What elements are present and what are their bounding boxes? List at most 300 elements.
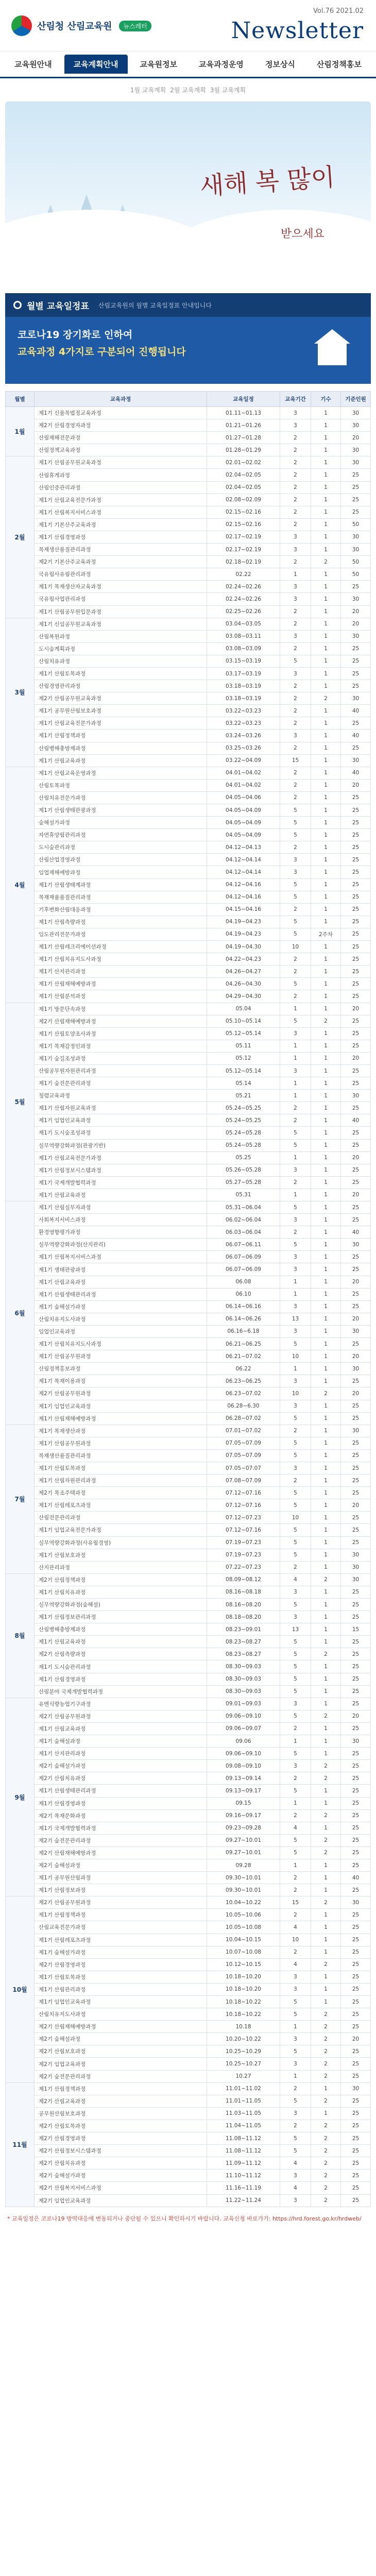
table-row	[6, 2082, 371, 2095]
table-row	[6, 878, 371, 891]
table-row	[6, 854, 371, 866]
table-cell: 11.16~11.19	[207, 2182, 280, 2194]
table-cell: 15	[341, 1623, 371, 1636]
course-name-cell[interactable]: 임도관리전문가과정	[35, 928, 207, 940]
table-cell: 25	[341, 1214, 371, 1226]
course-name-cell[interactable]: 제2기 산림재해예방과정	[35, 1846, 207, 1859]
table-cell: 3	[280, 1300, 311, 1313]
course-name-cell[interactable]: 제2기 산림공무원과정	[35, 1896, 207, 1909]
course-name-cell[interactable]: 도시숲계획과정	[35, 642, 207, 655]
course-name-cell[interactable]: 제1기 국제개발협력과정	[35, 1822, 207, 1834]
table-cell: 1	[311, 1722, 341, 1735]
table-cell: 5	[280, 1599, 311, 1611]
menu-item-1[interactable]: 교육계획안내	[64, 55, 128, 74]
course-name-cell[interactable]: 산지관리과정	[35, 1561, 207, 1573]
table-cell: 50	[341, 556, 371, 568]
table-cell: 20	[341, 1003, 371, 1015]
table-cell: 09.23~09.28	[207, 1822, 280, 1834]
table-cell: 1	[311, 407, 341, 419]
table-cell: 07.05~07.09	[207, 1449, 280, 1462]
table-cell: 5	[280, 1785, 311, 1797]
footnote: * 교육일정은 코로나19 방역대응에 변동되거나 중단될 수 있으니 확인하시기 바랍니다. 교육신청 바로가기: https://hrd.forest.go.kr/hrdweb/	[7, 2215, 362, 2222]
table-cell: 5	[280, 2045, 311, 2058]
table-cell: 25	[341, 1834, 371, 1846]
table-row	[6, 1946, 371, 1958]
menu-item-5[interactable]: 산림정책홍보	[316, 60, 362, 69]
course-name-cell[interactable]: 제2기 임업인교육과정	[35, 2194, 207, 2207]
course-name-cell[interactable]: 목재생산품질관리과정	[35, 544, 207, 556]
table-cell: 09.13~09.17	[207, 1785, 280, 1797]
course-name-cell[interactable]: 제1기 산림복지서비스과정	[35, 506, 207, 518]
table-cell: 1	[311, 1226, 341, 1239]
course-name-cell[interactable]: 제1기 숲해설가과정	[35, 1946, 207, 1958]
table-cell: 4	[280, 1822, 311, 1834]
table-cell: 1	[311, 1263, 341, 1276]
table-cell: 11.22~11.24	[207, 2194, 280, 2207]
course-name-cell[interactable]: 제1기 산림자원교육과정	[35, 1102, 207, 1114]
course-name-cell[interactable]: 제1기 산림토목과정	[35, 667, 207, 680]
course-name-cell[interactable]: 제2기 목조주택과정	[35, 1487, 207, 1499]
course-name-cell[interactable]: 제1기 산림정보관리과정	[35, 1611, 207, 1623]
course-name-cell[interactable]: 제1기 임업인교육과정	[35, 1996, 207, 2008]
table-row	[6, 941, 371, 953]
course-name-cell[interactable]: 산림분야 국제개발협력과정	[35, 1685, 207, 1698]
course-name-cell[interactable]: 제1기 산림공무원과정	[35, 1350, 207, 1363]
course-name-cell[interactable]: 제1기 산림관리과정	[35, 1983, 207, 1995]
course-name-cell[interactable]: 제1기 산림생태관리과정	[35, 1785, 207, 1797]
course-name-cell[interactable]: 제1기 숲해설과정	[35, 1735, 207, 1748]
table-row	[6, 1350, 371, 1363]
table-cell: 25	[341, 1127, 371, 1139]
table-cell: 25	[341, 791, 371, 804]
table-cell: 07.22~07.23	[207, 1561, 280, 1573]
table-cell: 1	[311, 754, 341, 767]
table-cell: 1	[311, 1077, 341, 1090]
table-row	[6, 1338, 371, 1350]
table-row	[6, 1412, 371, 1425]
table-cell: 2	[311, 2194, 341, 2207]
table-cell: 5	[280, 1846, 311, 1859]
table-cell: 09.27~10.01	[207, 1834, 280, 1846]
course-name-cell[interactable]: 제1기 산림복지서비스과정	[35, 1251, 207, 1263]
course-name-cell[interactable]: 제1기 임업교육전문가과정	[35, 1524, 207, 1536]
menu-item-3[interactable]: 교육과정운영	[198, 60, 244, 69]
table-cell: 1	[311, 1313, 341, 1325]
course-name-cell[interactable]: 제1기 산림교육전문가과정	[35, 1151, 207, 1164]
course-name-cell[interactable]: 산림경영관리과정	[35, 680, 207, 692]
course-name-cell[interactable]: 산림정책홍보과정	[35, 1363, 207, 1375]
course-name-cell[interactable]: 제1기 산림교육전문가과정	[35, 494, 207, 506]
course-name-cell[interactable]: 제1기 산림생태관광과정	[35, 804, 207, 817]
table-cell: 3	[280, 2194, 311, 2207]
table-cell: 1	[311, 1040, 341, 1052]
course-name-cell[interactable]: 제2기 산림정보시스템과정	[35, 2145, 207, 2157]
table-cell: 1	[311, 1139, 341, 1151]
table-cell: 04.15~04.16	[207, 903, 280, 916]
table-cell: 2	[280, 1425, 311, 1437]
table-row	[6, 804, 371, 817]
course-name-cell[interactable]: 임업재해예방과정	[35, 866, 207, 878]
breadcrumb-item-1[interactable]: 2월 교육계획	[170, 87, 206, 94]
course-name-cell[interactable]: 제2기 기본산주교육과정	[35, 556, 207, 568]
table-cell: 25	[341, 1375, 371, 1387]
table-cell: 1	[311, 1934, 341, 1946]
table-cell: 1	[311, 630, 341, 642]
breadcrumb-item-2[interactable]: 3월 교육계획	[210, 87, 246, 94]
table-cell: 40	[341, 1114, 371, 1127]
table-cell: 08.30~09.03	[207, 1673, 280, 1685]
course-name-cell[interactable]: 제1기 목재이용과정	[35, 1375, 207, 1387]
course-name-cell[interactable]: 산림공무원자원관리과정	[35, 1064, 207, 1077]
month-cell: 3월	[6, 618, 35, 767]
course-name-cell[interactable]: 제2기 산림교육과정	[35, 2095, 207, 2107]
table-cell: 25	[341, 1251, 371, 1263]
logo[interactable]	[11, 15, 151, 36]
table-cell: 10.04~10.22	[207, 1896, 280, 1909]
course-name-cell[interactable]: 제2기 산림공무원과정	[35, 1710, 207, 1722]
course-name-cell[interactable]: 제1기 산림경영과정	[35, 1673, 207, 1685]
table-cell: 1	[311, 1239, 341, 1251]
course-name-cell[interactable]: 유엔식량농업기구과정	[35, 1698, 207, 1710]
table-cell: 40	[341, 767, 371, 779]
course-name-cell[interactable]: 제1기 기본산주교육과정	[35, 518, 207, 531]
course-name-cell[interactable]: 산림치유과정	[35, 655, 207, 667]
table-row	[6, 1809, 371, 1822]
course-name-cell[interactable]: 제1기 산림자원관리과정	[35, 1475, 207, 1487]
course-name-cell[interactable]: 제1기 산림토목과정	[35, 1971, 207, 1983]
course-name-cell[interactable]: 제2기 산림치유과정	[35, 2157, 207, 2170]
course-name-cell[interactable]: 제1기 신임공무원교육과정	[35, 618, 207, 630]
course-name-cell[interactable]: 제1기 도시숲조성과정	[35, 1127, 207, 1139]
table-cell: 25	[341, 1512, 371, 1524]
course-name-cell[interactable]: 제2기 산림경영과정	[35, 2132, 207, 2145]
month-cell: 11월	[6, 2082, 35, 2207]
course-name-cell[interactable]: 제1기 산림토목과정	[35, 1462, 207, 1474]
table-row	[6, 1660, 371, 1673]
course-name-cell[interactable]: 산림병해충방제과정	[35, 742, 207, 754]
table-cell: 30	[341, 1561, 371, 1573]
course-name-cell[interactable]: 제1기 산림재해예방과정	[35, 1412, 207, 1425]
table-cell: 2	[280, 717, 311, 730]
menu-item-2[interactable]: 교육원정보	[140, 60, 177, 69]
hero-banner	[5, 101, 371, 282]
course-name-cell[interactable]: 제1기 산림재해예방과정	[35, 978, 207, 990]
course-name-cell[interactable]: 제1기 산림보호과정	[35, 1549, 207, 1561]
course-name-cell[interactable]: 실무역량강화과정(사유림경영)	[35, 1536, 207, 1549]
course-name-cell[interactable]: 제1기 산림교육과정	[35, 1722, 207, 1735]
course-name-cell[interactable]: 제1기 목재생산자교육과정	[35, 581, 207, 593]
course-name-cell[interactable]: 제2기 숲해설과정	[35, 1859, 207, 1871]
course-name-cell[interactable]: 제1기 국제개발협력과정	[35, 1176, 207, 1189]
course-name-cell[interactable]: 산림치유전문가과정	[35, 791, 207, 804]
table-cell: 2	[280, 903, 311, 916]
table-cell: 1	[311, 568, 341, 581]
course-name-cell[interactable]: 제1기 목재감정인과정	[35, 1040, 207, 1052]
menu-item-0[interactable]: 교육원안내	[14, 60, 52, 69]
course-name-cell[interactable]: 실무역량강화과정(관광기반)	[35, 1139, 207, 1151]
course-name-cell[interactable]: 제2기 숲전문관리과정	[35, 2070, 207, 2082]
table-cell: 3	[280, 593, 311, 605]
course-name-cell[interactable]: 제1기 산림생태관리과정	[35, 1288, 207, 1300]
table-cell: 2	[280, 841, 311, 854]
table-row	[6, 1387, 371, 1400]
table-row	[6, 469, 371, 481]
table-row	[6, 593, 371, 605]
course-name-cell[interactable]: 도시숲관리과정	[35, 841, 207, 854]
table-cell: 10.12~10.15	[207, 1958, 280, 1971]
course-name-cell[interactable]: 제2기 숲해설가과정	[35, 2170, 207, 2182]
course-name-cell[interactable]: 제1기 숲전문관리과정	[35, 1077, 207, 1090]
table-cell: 2	[280, 432, 311, 444]
course-name-cell[interactable]: 제1기 공무원산림보호과정	[35, 705, 207, 717]
table-row	[6, 1139, 371, 1151]
course-name-cell[interactable]: 제1기 산림정책과정	[35, 2082, 207, 2095]
course-name-cell[interactable]: 산림병해충방제과정	[35, 1623, 207, 1636]
course-name-cell[interactable]: 환경영향평가과정	[35, 1226, 207, 1239]
table-row	[6, 717, 371, 730]
course-name-cell[interactable]: 제1기 산림치유과정	[35, 1586, 207, 1598]
course-name-cell[interactable]: 제2기 산림측량과정	[35, 1648, 207, 1660]
table-cell: 1	[311, 1698, 341, 1710]
table-cell: 1	[280, 1040, 311, 1052]
course-name-cell[interactable]: 산림치유지도사과정	[35, 2008, 207, 2021]
table-row	[6, 1648, 371, 1660]
table-row	[6, 1102, 371, 1114]
course-name-cell[interactable]: 제2기 산림재해예방과정	[35, 2021, 207, 2033]
table-cell: 1	[280, 1151, 311, 1164]
course-name-cell[interactable]: 제2기 산림토목과정	[35, 2120, 207, 2132]
table-row	[6, 1176, 371, 1189]
course-name-cell[interactable]: 제1기 목재생산과정	[35, 1425, 207, 1437]
table-cell: 1	[311, 1325, 341, 1337]
course-name-cell[interactable]: 제1기 임업인교육과정	[35, 1114, 207, 1127]
table-cell: 1	[311, 1971, 341, 1983]
course-name-cell[interactable]: 제1기 방문단속과정	[35, 1003, 207, 1015]
table-cell: 25	[341, 1934, 371, 1946]
course-name-cell[interactable]: 제1기 산림교육전문가과정	[35, 717, 207, 730]
table-cell: 03.22~03.23	[207, 717, 280, 730]
course-name-cell[interactable]: 산림치유지도사과정	[35, 1313, 207, 1325]
table-cell: 04.12~04.13	[207, 841, 280, 854]
course-name-cell[interactable]: 제2기 숲전문관리과정	[35, 1834, 207, 1846]
course-name-cell[interactable]: 산림산업경영과정	[35, 854, 207, 866]
course-name-cell[interactable]: 숲해설가과정	[35, 817, 207, 829]
course-name-cell[interactable]: 제1기 산림교육과정	[35, 1276, 207, 1288]
course-name-cell[interactable]: 산림토목과정	[35, 779, 207, 791]
course-name-cell[interactable]: 제1기 산림정책과정	[35, 730, 207, 742]
table-cell: 30	[341, 593, 371, 605]
course-name-cell[interactable]: 제1기 공무원산림과정	[35, 1872, 207, 1884]
table-row	[6, 1549, 371, 1561]
course-name-cell[interactable]: 청렴교육과정	[35, 1090, 207, 1102]
course-name-cell[interactable]: 제1기 산림공무원과정	[35, 1437, 207, 1449]
course-name-cell[interactable]: 산림전문관리과정	[35, 1512, 207, 1524]
table-cell: 3	[280, 1760, 311, 1772]
table-cell: 25	[341, 1437, 371, 1449]
table-cell: 13	[280, 1623, 311, 1636]
table-cell: 20	[341, 1276, 371, 1288]
table-cell: 25	[341, 1462, 371, 1474]
course-name-cell[interactable]: 제1기 산지관리과정	[35, 965, 207, 978]
course-name-cell[interactable]: 국유림사유림관리과정	[35, 568, 207, 581]
course-name-cell[interactable]: 제1기 산림경영과정	[35, 1797, 207, 1809]
course-name-cell[interactable]: 산림정책교육과정	[35, 444, 207, 456]
course-name-cell[interactable]: 공무원산림보호과정	[35, 2107, 207, 2120]
schedule-table-wrapper	[5, 391, 371, 2207]
table-cell: 06.28~07.02	[207, 1412, 280, 1425]
table-cell: 08.09~08.12	[207, 1573, 280, 1586]
course-name-cell[interactable]: 산림교육전문가과정	[35, 1921, 207, 1934]
course-name-cell[interactable]: 제2기 목재문화과정	[35, 1809, 207, 1822]
table-cell: 1	[311, 1623, 341, 1636]
course-name-cell[interactable]: 제2기 산림정책과정	[35, 1573, 207, 1586]
table-cell: 20	[341, 605, 371, 618]
course-name-cell[interactable]: 제1기 산림공무원교육과정	[35, 456, 207, 469]
table-row	[6, 1276, 371, 1288]
table-cell: 1	[311, 469, 341, 481]
table-cell: 1	[311, 941, 341, 953]
course-name-cell[interactable]: 제1기 산림경영과정	[35, 531, 207, 543]
table-row	[6, 1363, 371, 1375]
course-name-cell[interactable]: 제2기 산림공무원과정	[35, 1387, 207, 1400]
course-name-cell[interactable]: 제1기 산림교육운영과정	[35, 767, 207, 779]
course-name-cell[interactable]: 제1기 산지관리과정	[35, 1748, 207, 1760]
course-name-cell[interactable]: 실무역량강화과정(숲해설)	[35, 1599, 207, 1611]
course-name-cell[interactable]: 제1기 숲해설가과정	[35, 1300, 207, 1313]
course-name-cell[interactable]: 제2기 숲해설가과정	[35, 1760, 207, 1772]
course-name-cell[interactable]: 자연휴양림관리과정	[35, 829, 207, 841]
month-cell: 9월	[6, 1698, 35, 1896]
course-name-cell[interactable]: 산림재해전문과정	[35, 432, 207, 444]
table-row	[6, 1437, 371, 1449]
table-row	[6, 1164, 371, 1176]
table-cell: 25	[341, 1636, 371, 1648]
course-name-cell[interactable]: 제2기 산림재해예방과정	[35, 1015, 207, 1027]
course-name-cell[interactable]: 산림복원과정	[35, 630, 207, 642]
table-cell: 1	[311, 1300, 341, 1313]
course-name-cell[interactable]: 산림인증관리과정	[35, 481, 207, 494]
table-cell: 1	[280, 1003, 311, 1015]
table-cell: 04.05~04.06	[207, 791, 280, 804]
course-name-cell[interactable]: 목재재품품질관리과정	[35, 891, 207, 903]
course-name-cell[interactable]: 국유림사업관리과정	[35, 593, 207, 605]
course-name-cell[interactable]: 사회복지서비스과정	[35, 1214, 207, 1226]
table-row	[6, 1797, 371, 1809]
table-cell: 04.26~04.27	[207, 965, 280, 978]
table-cell: 25	[341, 965, 371, 978]
month-cell: 7월	[6, 1425, 35, 1573]
table-cell: 2	[280, 1872, 311, 1884]
course-name-cell[interactable]: 제2기 산림복지서비스과정	[35, 2182, 207, 2194]
course-name-cell[interactable]: 제1기 산림레포츠과정	[35, 1499, 207, 1512]
course-name-cell[interactable]: 제1기 신품목법정교육과정	[35, 407, 207, 419]
breadcrumb-item-0[interactable]: 1월 교육계획	[130, 87, 166, 94]
table-cell: 2	[280, 791, 311, 804]
menu-item-4[interactable]: 정보상식	[265, 60, 295, 69]
table-cell: 05.12	[207, 1052, 280, 1064]
course-name-cell[interactable]: 제1기 산림정책과정	[35, 1909, 207, 1921]
table-cell: 1	[311, 1363, 341, 1375]
course-name-cell[interactable]: 목재생산품질관리과정	[35, 1449, 207, 1462]
course-name-cell[interactable]: 제2기 산림보호과정	[35, 2045, 207, 2058]
table-cell: 09.06~09.10	[207, 1710, 280, 1722]
course-name-cell[interactable]: 제1기 산림생태계과정	[35, 878, 207, 891]
course-name-cell[interactable]: 임업인교육과정	[35, 1325, 207, 1337]
table-cell: 1	[311, 605, 341, 618]
course-name-cell[interactable]: 제2기 숲해설과정	[35, 2033, 207, 2045]
table-cell: 03.18~03.19	[207, 680, 280, 692]
course-name-cell[interactable]: 제1기 산림토양조사과정	[35, 1027, 207, 1040]
table-cell: 11.01~11.02	[207, 2082, 280, 2095]
table-cell: 40	[341, 1226, 371, 1239]
course-name-cell[interactable]: 제1기 산림측량과정	[35, 916, 207, 928]
course-name-cell[interactable]: 제1기 산림레포츠과정	[35, 1934, 207, 1946]
course-name-cell[interactable]: 제1기 산림정보과정	[35, 1884, 207, 1896]
table-cell: 1	[311, 705, 341, 717]
table-cell: 04.29~04.30	[207, 990, 280, 1003]
course-name-cell[interactable]: 제1기 산림실무자과정	[35, 1201, 207, 1214]
table-cell: 1	[311, 1561, 341, 1573]
table-cell: 11.10~11.12	[207, 2170, 280, 2182]
table-cell: 1	[311, 878, 341, 891]
table-cell: 1	[311, 655, 341, 667]
course-name-cell[interactable]: 실무역량강화과정(산지관리)	[35, 1239, 207, 1251]
table-cell: 10.27	[207, 2070, 280, 2082]
table-row	[6, 1921, 371, 1934]
table-cell: 08.23~09.01	[207, 1623, 280, 1636]
course-name-cell[interactable]: 제1기 산림분석과정	[35, 990, 207, 1003]
course-name-cell[interactable]: 제2기 산림치유과정	[35, 1772, 207, 1785]
table-row	[6, 1449, 371, 1462]
course-name-cell[interactable]: 제1기 산림정보시스템과정	[35, 1164, 207, 1176]
table-row	[6, 841, 371, 854]
table-cell: 1	[311, 1400, 341, 1412]
course-name-cell[interactable]: 제1기 임업인교육과정	[35, 1400, 207, 1412]
course-name-cell[interactable]: 제1기 산림치유지도사과정	[35, 953, 207, 965]
course-name-cell[interactable]: 제1기 생태관광과정	[35, 1263, 207, 1276]
table-body	[6, 407, 371, 2207]
table-row	[6, 1077, 371, 1090]
course-name-cell[interactable]: 제1기 산림레크리에이션과정	[35, 941, 207, 953]
course-name-cell[interactable]: 제2기 산림경영자과정	[35, 419, 207, 432]
course-name-cell[interactable]: 제1기 숲길조성과정	[35, 1052, 207, 1064]
table-cell: 3	[280, 667, 311, 680]
course-name-cell[interactable]: 기후변화산림대응과정	[35, 903, 207, 916]
table-cell: 25	[341, 953, 371, 965]
course-name-cell[interactable]: 제2기 임업교육과정	[35, 2058, 207, 2070]
table-row	[6, 1958, 371, 1971]
table-row	[6, 1785, 371, 1797]
course-name-cell[interactable]: 제1기 산림교육과정	[35, 754, 207, 767]
course-name-cell[interactable]: 제2기 산림경영과정	[35, 1958, 207, 1971]
table-cell: 1	[311, 1983, 341, 1995]
table-cell: 05.26~05.28	[207, 1164, 280, 1176]
course-name-cell[interactable]: 제2기 산림공무원교육과정	[35, 692, 207, 705]
table-cell: 2	[280, 1102, 311, 1114]
table-cell: 25	[341, 1139, 371, 1151]
table-cell: 5	[280, 1996, 311, 2008]
table-cell: 03.22~04.09	[207, 754, 280, 767]
course-name-cell[interactable]: 제1기 산림공무원입문과정	[35, 605, 207, 618]
course-name-cell[interactable]: 제1기 산림교육과정	[35, 1636, 207, 1648]
course-name-cell[interactable]: 산림휴게과정	[35, 469, 207, 481]
course-name-cell[interactable]: 제1기 도시숲관리과정	[35, 1660, 207, 1673]
course-name-cell[interactable]: 제1기 산림치유지도사과정	[35, 1338, 207, 1350]
table-cell: 10	[280, 1934, 311, 1946]
table-cell: 1	[311, 444, 341, 456]
course-name-cell[interactable]: 제1기 산림교육과정	[35, 1189, 207, 1201]
table-cell: 1	[311, 891, 341, 903]
